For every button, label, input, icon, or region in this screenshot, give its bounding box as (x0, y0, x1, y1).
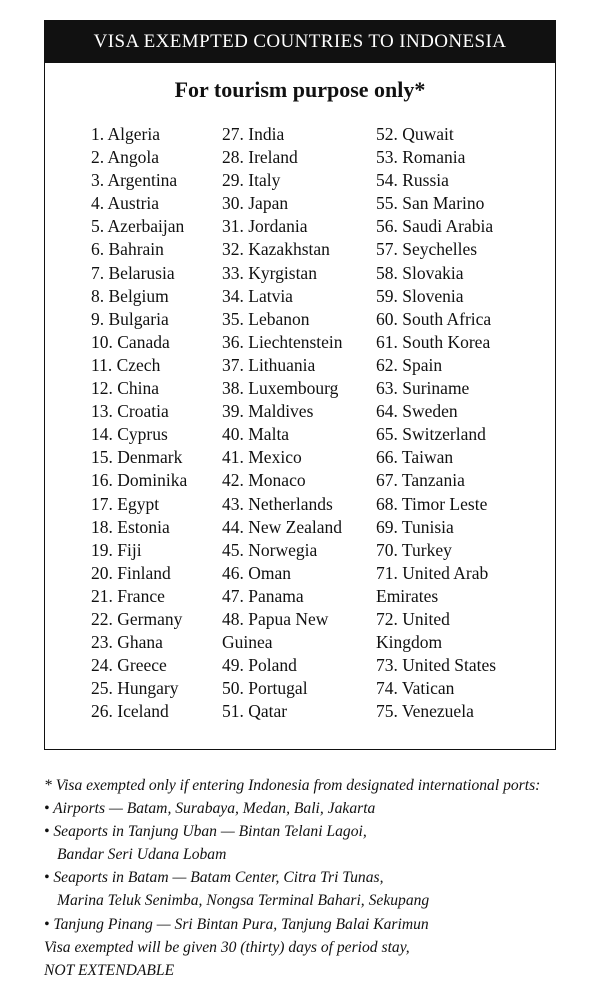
country-list-item: 32. Kazakhstan (222, 239, 330, 260)
country-list-item: 57. Seychelles (376, 239, 478, 260)
country-list-item: 24. Greece (91, 655, 167, 676)
country-list-item: 50. Portugal (222, 678, 308, 699)
country-list-item: 29. Italy (222, 170, 281, 191)
country-list-item: 3. Argentina (91, 170, 178, 191)
country-list-item: 65. Switzerland (376, 424, 486, 445)
country-list-item: 66. Taiwan (376, 447, 454, 468)
footnotes (44, 774, 574, 982)
country-list-item: 9. Bulgaria (91, 308, 169, 329)
country-list-item: 22. Germany (91, 608, 183, 629)
country-list-item: 33. Kyrgistan (222, 262, 317, 283)
country-list-item: 64. Sweden (376, 401, 458, 422)
country-list-item: 72. United (376, 608, 450, 629)
country-list-item: 47. Panama (222, 585, 304, 606)
country-list-item: 31. Jordania (222, 216, 308, 237)
country-list-item: 45. Norwegia (222, 539, 318, 560)
country-list-item: 27. India (222, 124, 285, 144)
country-list-item: 48. Papua New (222, 608, 329, 629)
country-column-1 (91, 123, 221, 723)
country-list-item: 73. United States (376, 655, 497, 676)
country-list-item: 4. Austria (91, 193, 160, 214)
country-list-item: 71. United Arab (376, 562, 489, 583)
country-list-item: 15. Denmark (91, 447, 183, 468)
country-list-item: 17. Egypt (91, 493, 160, 514)
country-list-item: 30. Japan (222, 193, 289, 214)
country-list-item: 67. Tanzania (376, 470, 465, 491)
country-list-item: 68. Timor Leste (376, 493, 488, 514)
country-list-item: 2. Angola (91, 147, 160, 168)
country-list-item: 74. Vatican (376, 678, 455, 699)
country-column-3 (376, 123, 552, 723)
country-list-item: 36. Liechtenstein (222, 331, 343, 352)
country-column-2 (222, 123, 374, 723)
country-list-item: 34. Latvia (222, 285, 293, 306)
country-list-item: 18. Estonia (91, 516, 170, 537)
country-list-item: 37. Lithuania (222, 354, 316, 375)
country-list-item: 70. Turkey (376, 539, 452, 560)
country-list-item: 43. Netherlands (222, 493, 333, 514)
country-list-item: 7. Belarusia (91, 262, 175, 283)
country-list-item: 60. South Africa (376, 308, 492, 329)
country-list-item: 69. Tunisia (376, 516, 454, 537)
country-list-item: 8. Belgium (91, 285, 169, 306)
country-list-item: 10. Canada (91, 331, 170, 352)
visa-exempt-box (44, 20, 556, 750)
footnote-tanjung-pinang: • Tanjung Pinang — Sri Bintan Pura, Tanjung Balai Karimun (44, 915, 429, 933)
country-list-item: 12. China (91, 378, 160, 399)
country-list-item: 40. Malta (222, 424, 290, 445)
country-list-item: 19. Fiji (91, 539, 142, 560)
country-list-item: 21. France (91, 585, 165, 606)
country-list-item: Kingdom (376, 632, 443, 653)
footnote-seaports-batam: • Seaports in Batam — Batam Center, Citra Tri Tunas, (44, 869, 384, 887)
country-list-item: 35. Lebanon (222, 308, 310, 329)
country-list-item: 11. Czech (91, 354, 161, 375)
footnote-stay-duration: Visa exempted will be given 30 (thirty) days of period stay, (44, 938, 410, 956)
footnote-airports: • Airports — Batam, Surabaya, Medan, Bali, Jakarta (44, 800, 376, 818)
country-list-item: 1. Algeria (91, 124, 161, 144)
country-list-item: 63. Suriname (376, 378, 470, 399)
country-list-item: 28. Ireland (222, 147, 298, 168)
country-list-item: Emirates (376, 585, 439, 606)
country-list-item: 20. Finland (91, 562, 171, 583)
footnote-seaports-batam-cont: Marina Teluk Senimba, Nongsa Terminal Bahari, Sekupang (57, 892, 430, 910)
country-list-item: 42. Monaco (222, 470, 306, 491)
country-list-item: 52. Quwait (376, 124, 454, 144)
country-list-item: 55. San Marino (376, 193, 485, 214)
footnote-seaports-uban: • Seaports in Tanjung Uban — Bintan Telani Lagoi, (44, 823, 367, 841)
country-list-item: 41. Mexico (222, 447, 302, 468)
country-list-item: 38. Luxembourg (222, 378, 339, 399)
country-list-item: 75. Venezuela (376, 701, 474, 722)
country-list-item: 62. Spain (376, 354, 443, 375)
country-list-item: 44. New Zealand (222, 516, 343, 537)
country-list-item: 53. Romania (376, 147, 466, 168)
country-list-item: 5. Azerbaijan (91, 216, 185, 237)
country-list-item: 25. Hungary (91, 678, 179, 699)
country-list-item: 39. Maldives (222, 401, 314, 422)
subtitle: For tourism purpose only* (174, 77, 426, 102)
footnote-intro: * Visa exempted only if entering Indonesia from designated international ports: (44, 777, 541, 794)
footnote-not-extendable: NOT EXTENDABLE (44, 961, 175, 979)
country-list-item: 14. Cyprus (91, 424, 168, 445)
country-list-item: 46. Oman (222, 562, 292, 583)
country-list-item: Guinea (222, 632, 273, 653)
country-list-item: 51. Qatar (222, 701, 288, 722)
country-list-item: 13. Croatia (91, 401, 169, 422)
country-list-item: 54. Russia (376, 170, 449, 191)
country-list-item: 56. Saudi Arabia (376, 216, 494, 237)
country-list-item: 26. Iceland (91, 701, 169, 722)
country-list-item: 58. Slovakia (376, 262, 464, 283)
country-list-item: 59. Slovenia (376, 285, 464, 306)
country-list-item: 6. Bahrain (91, 239, 164, 260)
country-list-item: 23. Ghana (91, 632, 163, 653)
country-list-item: 16. Dominika (91, 470, 188, 491)
country-list-item: 49. Poland (222, 655, 297, 676)
footnote-seaports-uban-cont: Bandar Seri Udana Lobam (57, 846, 227, 864)
banner-title: VISA EXEMPTED COUNTRIES TO INDONESIA (45, 21, 555, 63)
country-list-item: 61. South Korea (376, 331, 491, 352)
